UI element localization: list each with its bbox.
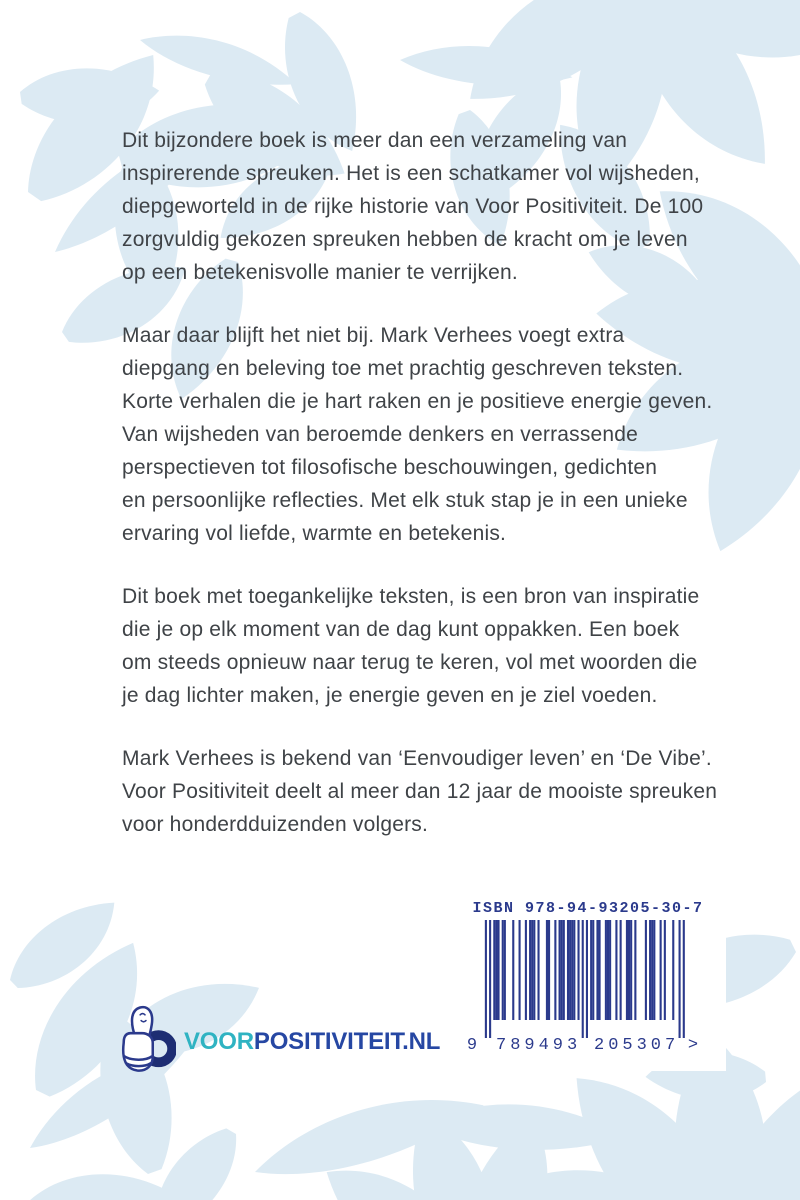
text-line: ervaring vol liefde, warmte en betekenis. [122,522,507,545]
paragraph [122,742,717,841]
barcode-right-group: 205307 [590,1036,676,1055]
paragraph [122,580,717,712]
text-line: Dit bijzondere boek is meer dan een verzameling van [122,129,628,152]
barcode-left-group: 789493 [492,1036,578,1055]
paragraph [122,124,717,289]
text-line: je dag lichter maken, je energie geven en je ziel voeden. [122,684,658,707]
barcode-first-digit: 9 [462,1036,482,1055]
isbn-label: ISBN 978-94-93205-30-7 [472,900,704,917]
thumbs-up-icon [114,1002,176,1081]
text-line: Voor Positiviteit deelt al meer dan 12 jaar de mooiste spreuken [122,780,718,803]
logo-word-positiviteit: POSITIVITEIT.NL [253,1027,441,1055]
text-line: diepgang en beleving toe met prachtig geschreven teksten. [122,357,684,380]
text-line: die je op elk moment van de dag kunt oppakken. Een boek [122,618,680,641]
text-line: en persoonlijke reflecties. Met elk stuk stap je in een unieke [122,489,688,512]
text-line: inspirerende spreuken. Het is een schatkamer vol wijsheden, [122,162,700,185]
text-line: op een betekenisvolle manier te verrijken. [122,261,518,284]
text-line: om steeds opnieuw naar terug te keren, vol met woorden die [122,651,698,674]
publisher-logo [114,1002,440,1081]
logo-wordmark [184,1028,440,1056]
text-line: voor honderdduizenden volgers. [122,813,429,836]
text-line: diepgeworteld in de rijke historie van Voor Positiviteit. De 100 [122,195,704,218]
text-line: Maar daar blijft het niet bij. Mark Verhees voegt extra [122,324,625,347]
text-line: perspectieven tot filosofische beschouwingen, gedichten [122,456,658,479]
back-cover-text [122,124,717,871]
ean13-barcode [468,920,708,1058]
logo-word-voor: VOOR [184,1027,254,1055]
text-line: Korte verhalen die je hart raken en je positieve energie geven. [122,390,713,413]
text-line: zorgvuldig gekozen spreuken hebben de kracht om je leven [122,228,688,251]
barcode-block [450,891,726,1071]
paragraph [122,319,717,550]
text-line: Dit boek met toegankelijke teksten, is een bron van inspiratie [122,585,700,608]
barcode-trailing-arrow: > [687,1036,699,1055]
text-line: Van wijsheden van beroemde denkers en verrassende [122,423,639,446]
barcode-digits [468,1036,708,1056]
text-line: Mark Verhees is bekend van ‘Eenvoudiger leven’ en ‘De Vibe’. [122,747,712,770]
